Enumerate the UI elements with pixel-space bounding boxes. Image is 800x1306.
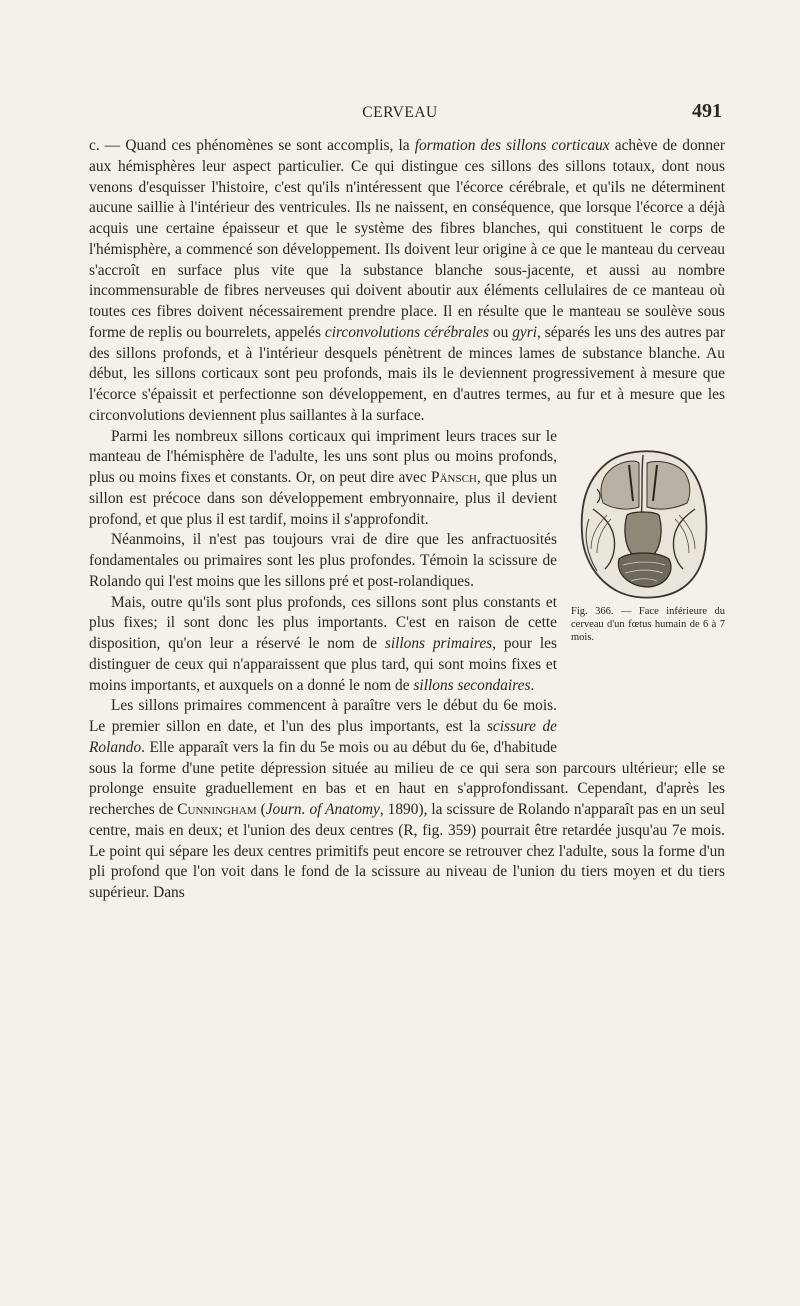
- paragraph-3: Néanmoins, il n'est pas toujours vrai de dire que les anfractuosités fondamentales ou primaires sont les plus profondes. Témoin la scissure de Rolando qui l'est moins que les sillons pré et post-rolandiques.: [89, 531, 557, 590]
- paragraph-4: Mais, outre qu'ils sont plus profonds, ces sillons sont plus constants et plus fixes; il sont donc les plus importants. C'est en raison de cette disposition, qu'on leur a réservé le nom de sillons primaires, pour les distinguer de ceux qui n'apparaissent que plus tard, qui sont moins fixes et moins importants, et auxquels on a donné le nom de sillons secondaires.: [89, 593, 557, 694]
- running-head: [80, 100, 720, 126]
- brain-illustration: [579, 449, 709, 599]
- running-title: CERVEAU: [362, 104, 438, 121]
- page-number: 491: [692, 100, 722, 122]
- text-body: [89, 136, 725, 904]
- paragraph-5: Les sillons primaires commencent à paraître vers le début du 6e mois. Le premier sillon en date, et l'un des plus importants, est la scissure de Rolando. Elle apparaît vers la fin du 5e mois ou au début du 6e, d'habitude sous la forme d'une petite dépression située au milieu de ce qui sera son parcours ultérieur; elle se prolonge ensuite graduellement en bas et en haut en s'approfondissant. Cependant, d'après les recherches de Cunningham (Journ. of Anatomy, 1890), la scissure de Rolando n'apparaît pas en un seul centre, mais en deux; et l'union des deux centres (R, fig. 359) pourrait être retardée jusqu'au 7e mois. Le point qui sépare les deux centres primitifs peut encore se retrouver chez l'adulte, sous la forme d'un pli profond que l'on voit dans le fond de la scissure au niveau de l'union du tiers moyen et du tiers supérieur. Dans: [89, 697, 725, 901]
- figure-366: [565, 431, 725, 741]
- paragraph-2: Parmi les nombreux sillons corticaux qui impriment leurs traces sur le manteau de l'hémisphère de l'adulte, les uns sont plus ou moins profonds, plus ou moins fixes et constants. Or, on peut dire avec Pänsch, que plus un sillon est précoce dans son développement embryonnaire, plus il devient profond, et que plus il est tardif, moins il s'approfondit.: [89, 427, 558, 528]
- figure-caption: Fig. 366. — Face inférieure du cerveau d'un fœtus humain de 6 à 7 mois.: [571, 605, 725, 643]
- paragraph-1: c. — Quand ces phénomènes se sont accomplis, la formation des sillons corticaux achève de donner aux hémisphères leur aspect particulier. Ce qui distingue ces sillons des sillons totaux, dont nous venons d'esquisser l'histoire, c'est qu'ils n'intéressent que l'écorce cérébrale, et qu'ils ne déterminent aucune saillie à l'intérieur des ventricules. Ils ne naissent, en conséquence, que lorsque l'écorce a déjà acquis une certaine épaisseur et que le système des fibres blanches, qui constituent le corps de l'hémisphère, a commencé son développement. Ils doivent leur origine à ce que le manteau du cerveau s'accroît en surface plus vite que la substance blanche sous-jacente, et aussi au nombre incommensurable de fibres nerveuses qui doivent aboutir aux éléments cellulaires de ce manteau où toutes ces fibres doivent nécessairement prendre place. Il en résulte que le manteau se soulève sous forme de replis ou bourrelets, appelés circonvolutions cérébrales ou gyri, séparés les uns des autres par des sillons profonds, et à l'intérieur desquels pénètrent de minces lames de substance blanche. Au début, les sillons corticaux sont peu profonds, mais ils le deviennent progressivement à mesure que l'écorce s'épaissit et perfectionne son développement, en d'autres termes, au fur et à mesure que les circonvolutions deviennent plus saillantes à la surface.: [89, 137, 726, 424]
